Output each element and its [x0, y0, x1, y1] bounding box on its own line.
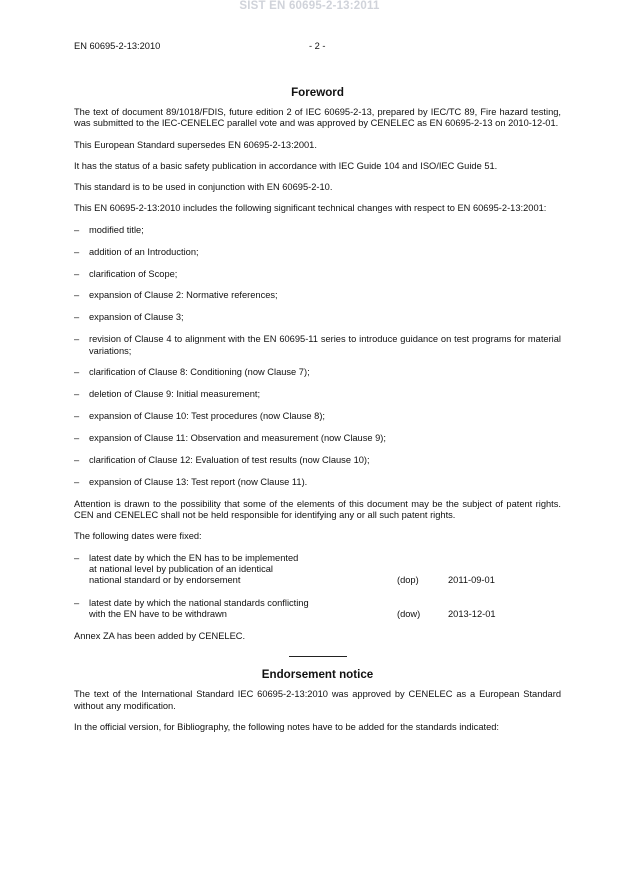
list-item: – clarification of Scope;	[74, 268, 178, 279]
foreword-paragraph-2: This European Standard supersedes EN 60695-2-13:2001.	[74, 139, 317, 150]
endorsement-paragraph-1: The text of the International Standard IEC 60695-2-13:2010 was approved by CENELEC as a European Standard without any modification.	[74, 689, 561, 711]
document-id: EN 60695-2-13:2010	[74, 41, 161, 51]
date-item-dop: – latest date by which the EN has to be implemented at national level by publication of an identical national standard or by endorsement (dop) 2011-09-01	[74, 552, 495, 586]
endorsement-paragraph-2: In the official version, for Bibliography, the following notes have to be added for the standards indicated:	[74, 722, 499, 733]
page-content	[74, 86, 561, 743]
list-item: – expansion of Clause 2: Normative references;	[74, 290, 278, 301]
date-value: 2011-09-01	[448, 575, 495, 586]
date-abbreviation: (dow)	[397, 608, 421, 619]
changes-list	[74, 225, 561, 488]
list-item: – clarification of Clause 12: Evaluation of test results (now Clause 10);	[74, 454, 370, 465]
foreword-paragraph-4: This standard is to be used in conjunction with EN 60695-2-10.	[74, 182, 333, 193]
foreword-paragraph-7: The following dates were fixed:	[74, 531, 202, 542]
page-number: - 2 -	[309, 41, 326, 51]
list-item: – expansion of Clause 3;	[74, 312, 184, 323]
watermark: SIST EN 60695-2-13:2011	[239, 0, 380, 12]
list-item: – clarification of Clause 8: Conditioning (now Clause 7);	[74, 367, 310, 378]
date-value: 2013-12-01	[448, 608, 496, 619]
list-item: – expansion of Clause 10: Test procedures (now Clause 8);	[74, 411, 325, 422]
section-divider	[289, 656, 347, 657]
list-item: – addition of an Introduction;	[74, 246, 199, 257]
list-item: – expansion of Clause 11: Observation and measurement (now Clause 9);	[74, 433, 386, 444]
dates-list	[74, 553, 561, 620]
list-item: – expansion of Clause 13: Test report (now Clause 11).	[74, 476, 308, 487]
foreword-title: Foreword	[291, 86, 344, 99]
foreword-paragraph-3: It has the status of a basic safety publication in accordance with IEC Guide 104 and ISO/IEC Guide 51.	[74, 160, 498, 171]
foreword-paragraph-8: Annex ZA has been added by CENELEC.	[74, 631, 246, 642]
date-item-dow: – latest date by which the national standards conflicting with the EN have to be withdrawn (dow) 2013-12-01	[74, 597, 496, 619]
list-item: – modified title;	[74, 224, 144, 235]
date-abbreviation: (dop)	[397, 575, 419, 586]
endorsement-title: Endorsement notice	[261, 668, 374, 682]
list-item: – revision of Clause 4 to alignment with the EN 60695-11 series to introduce guidance on test programs for material variations;	[74, 334, 561, 356]
list-item: – deletion of Clause 9: Initial measurement;	[74, 389, 261, 400]
foreword-paragraph-6: Attention is drawn to the possibility that some of the elements of this document may be the subject of patent rights. CEN and CENELEC shall not be held responsible for identifying any or all such patent rights.	[74, 498, 561, 521]
foreword-paragraph-5: This EN 60695-2-13:2010 includes the following significant technical changes with respect to EN 60695-2-13:2001:	[74, 203, 547, 214]
foreword-paragraph-1: The text of document 89/1018/FDIS, future edition 2 of IEC 60695-2-13, prepared by IEC/TC 89, Fire hazard testing, was submitted to the IEC-CENELEC parallel vote and was approved by CENELEC as EN 60695-2-13 on 2010-12-01.	[74, 107, 561, 129]
